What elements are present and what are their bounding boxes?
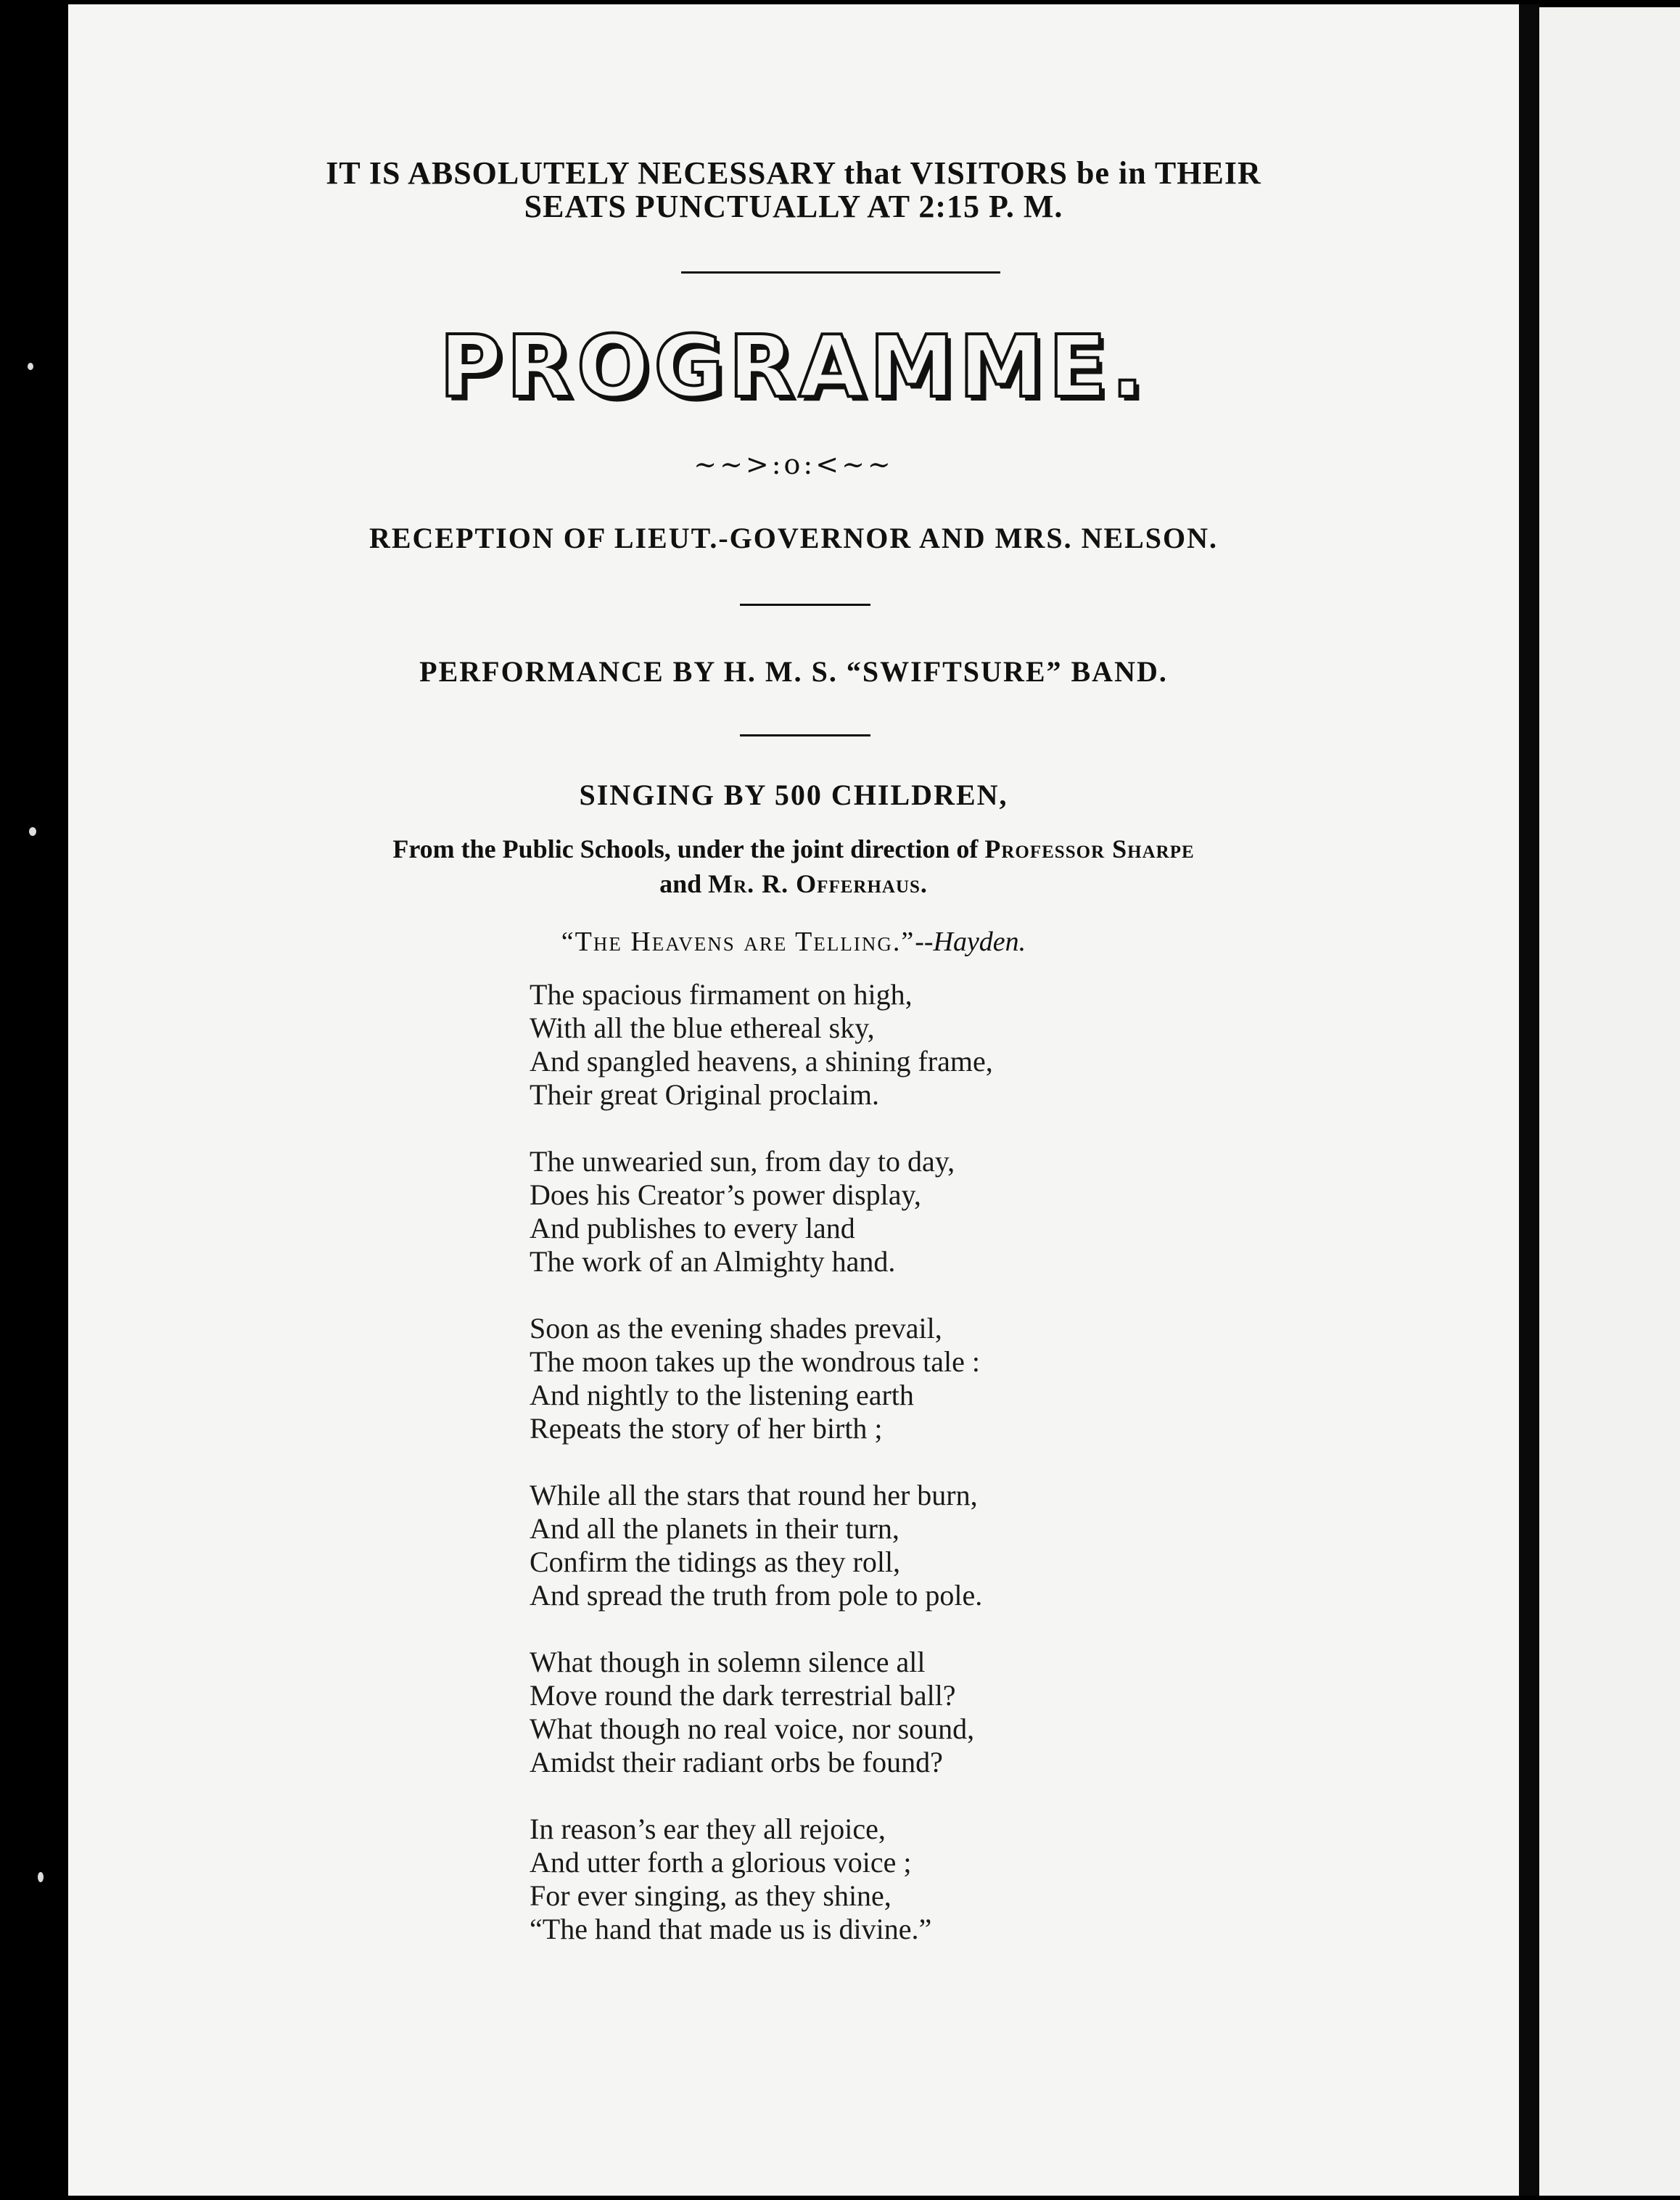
verse-line: Confirm the tidings as they roll, (530, 1546, 901, 1578)
scan-speck (38, 1872, 44, 1882)
verse-line: Does his Creator’s power display, (530, 1178, 921, 1211)
director-name: Professor Sharpe (984, 834, 1195, 863)
verse-line: For ever singing, as they shine, (530, 1879, 892, 1912)
divider-rule (740, 734, 870, 736)
notice-line-1: IT IS ABSOLUTELY NECESSARY that VISITORS be in THEIR (326, 155, 1261, 191)
punctuality-notice (68, 157, 1519, 223)
verse-line: Soon as the evening shades prevail, (530, 1312, 942, 1345)
stanza (530, 978, 993, 1112)
scan-speck (29, 827, 36, 836)
verse-line: And nightly to the listening earth (530, 1379, 914, 1411)
song-title (68, 926, 1519, 958)
divider-rule (740, 604, 870, 606)
item-singing: SINGING BY 500 CHILDREN, (579, 779, 1008, 811)
stanza (530, 1479, 993, 1612)
scan-speck (28, 363, 33, 370)
item-band-performance: PERFORMANCE BY H. M. S. “SWIFTSURE” BAND. (419, 655, 1168, 688)
ornament-divider: ~~>:o:<~~ (693, 448, 894, 480)
verse-line: And spangled heavens, a shining frame, (530, 1045, 993, 1078)
song-dash: -- (915, 927, 934, 957)
song-composer: Hayden. (933, 927, 1026, 957)
director-name-2: Mr. R. Offerhaus. (708, 869, 928, 898)
adjacent-page-edge (1539, 7, 1680, 2196)
verse-line: In reason’s ear they all rejoice, (530, 1813, 886, 1845)
direction-prefix: From the Public Schools, under the joint direction of (392, 834, 985, 863)
song-name: “The Heavens are Telling.” (561, 927, 915, 957)
verse-line: And publishes to every land (530, 1212, 855, 1244)
stanza (530, 1145, 993, 1278)
page-gutter (1519, 4, 1539, 2196)
stanza (530, 1646, 993, 1779)
verse-line: The spacious firmament on high, (530, 978, 913, 1011)
verse-line: And all the planets in their turn, (530, 1512, 899, 1545)
verse-line: The moon takes up the wondrous tale : (530, 1345, 980, 1378)
verse-line: What though no real voice, nor sound, (530, 1712, 975, 1745)
verse-line: With all the blue ethereal sky, (530, 1011, 875, 1044)
stanza (530, 1312, 993, 1445)
verse-line: “The hand that made us is divine.” (530, 1913, 932, 1945)
verse-line: And spread the truth from pole to pole. (530, 1579, 983, 1612)
verse-line: The unwearied sun, from day to day, (530, 1145, 955, 1178)
verse-line: Repeats the story of her birth ; (530, 1412, 883, 1445)
item-reception: RECEPTION OF LIEUT.-GOVERNOR AND MRS. NELSON. (368, 522, 1219, 554)
notice-line-2: SEATS PUNCTUALLY AT 2:15 P. M. (524, 189, 1063, 224)
direction-prefix-2: and (659, 869, 709, 898)
verse-line: Their great Original proclaim. (530, 1078, 880, 1111)
stanza (530, 1813, 993, 1946)
programme-page (68, 4, 1519, 2196)
programme-title: PROGRAMME. (439, 316, 1148, 416)
hymn-lyrics (530, 978, 993, 1979)
verse-line: Move round the dark terrestrial ball? (530, 1679, 956, 1712)
verse-line: The work of an Almighty hand. (530, 1245, 896, 1278)
verse-line: And utter forth a glorious voice ; (530, 1846, 912, 1879)
direction-note (68, 832, 1519, 901)
verse-line: While all the stars that round her burn, (530, 1479, 978, 1511)
divider-rule (681, 271, 1000, 274)
verse-line: Amidst their radiant orbs be found? (530, 1746, 943, 1778)
verse-line: What though in solemn silence all (530, 1646, 926, 1678)
